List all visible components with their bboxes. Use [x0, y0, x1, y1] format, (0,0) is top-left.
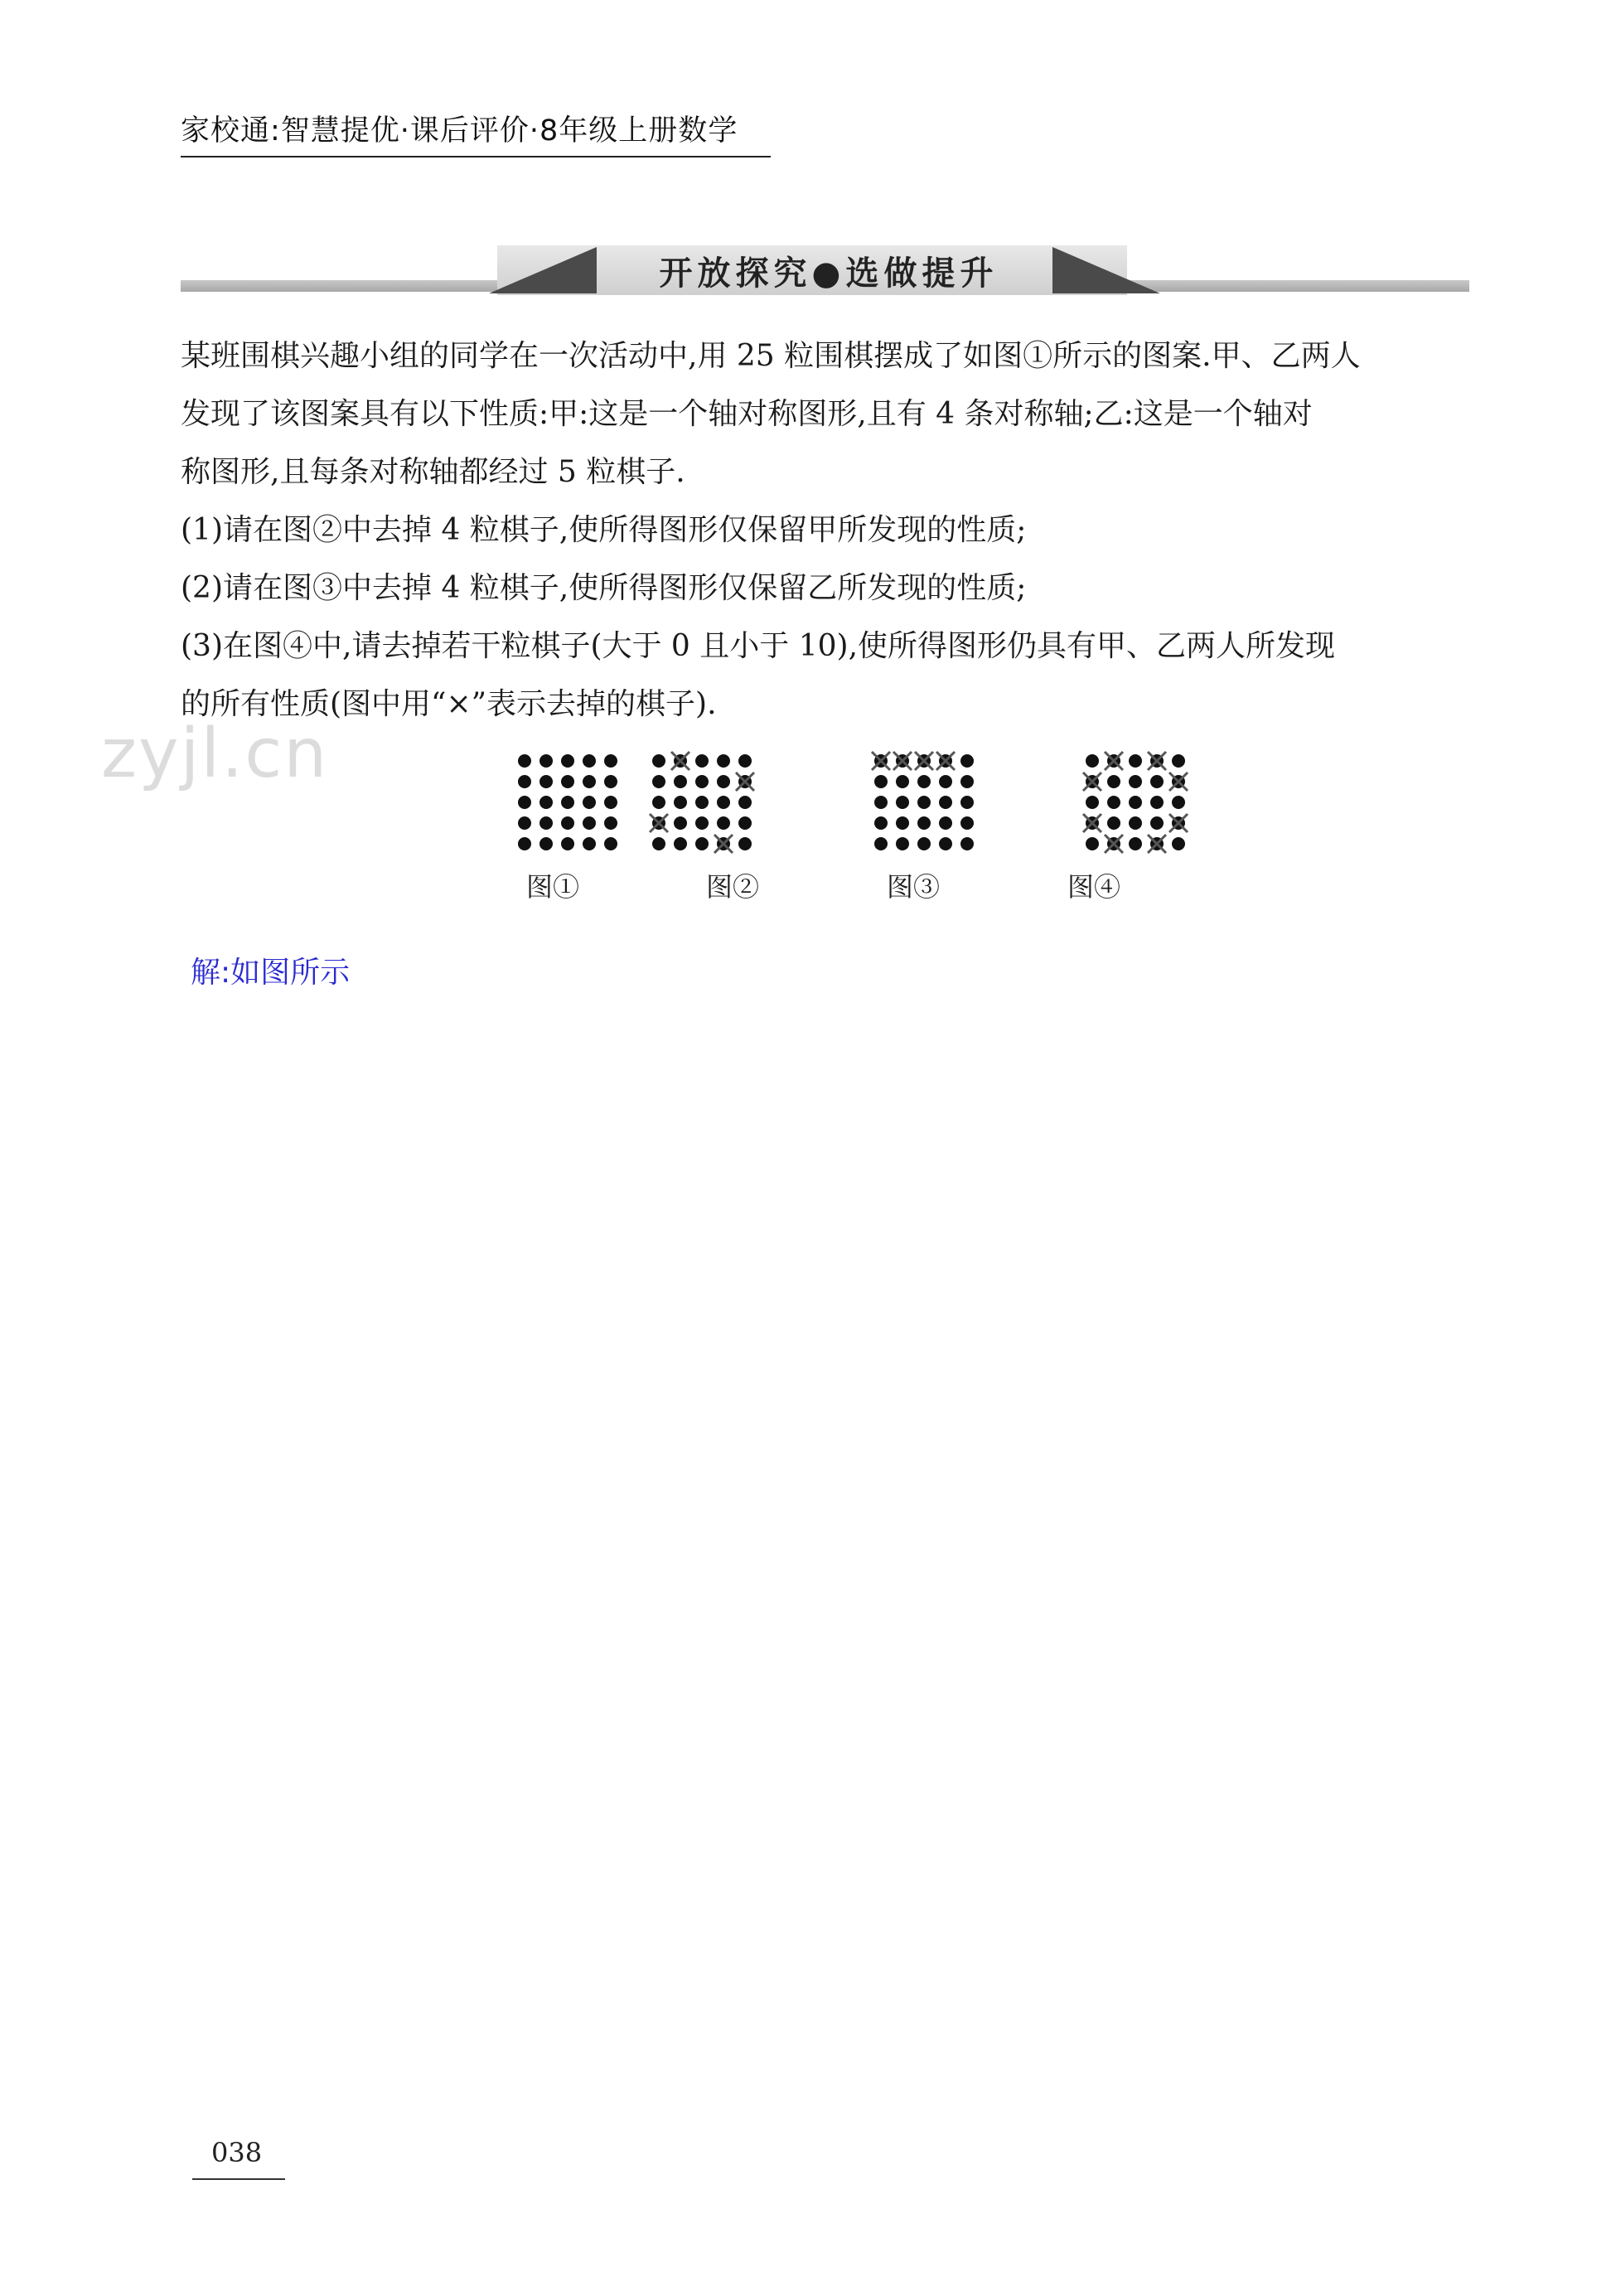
- go-stone: [960, 796, 974, 809]
- go-stone: [561, 754, 574, 768]
- figure-3-label: 图③: [887, 871, 941, 903]
- go-stone: [874, 796, 888, 809]
- go-stone: [652, 837, 665, 850]
- stone-grid-svg: [514, 750, 622, 854]
- go-stone: [561, 796, 574, 809]
- go-stone: [518, 775, 531, 788]
- stone-grid-svg: [1081, 750, 1189, 854]
- go-stone: [561, 837, 574, 850]
- go-stone: [583, 837, 596, 850]
- go-stone: [1129, 816, 1142, 830]
- go-stone: [1107, 816, 1120, 830]
- go-stone: [1129, 796, 1142, 809]
- figure-4-label: 图④: [1067, 871, 1121, 903]
- problem-line-1: 某班围棋兴趣小组的同学在一次活动中,用 25 粒围棋摆成了如图①所示的图案.甲、乙两人: [181, 339, 1361, 373]
- stone-grid-svg: [870, 750, 978, 854]
- go-stone: [539, 837, 553, 850]
- go-stone: [604, 816, 617, 830]
- go-stone: [960, 816, 974, 830]
- go-stone: [874, 816, 888, 830]
- go-stone: [652, 754, 665, 768]
- stone-grid-svg: [648, 750, 756, 854]
- go-stone: [917, 816, 931, 830]
- go-stone: [874, 837, 888, 850]
- figure-1-label: 图①: [526, 871, 580, 903]
- solution-text: 解:如图所示: [191, 956, 351, 990]
- go-stone: [583, 775, 596, 788]
- go-stone: [939, 837, 952, 850]
- go-stone: [738, 837, 752, 850]
- go-stone: [695, 796, 709, 809]
- go-stone: [695, 775, 709, 788]
- go-stone: [738, 754, 752, 768]
- problem-part-2: (2)请在图③中去掉 4 粒棋子,使所得图形仅保留乙所发现的性质;: [181, 571, 1027, 605]
- go-stone: [695, 837, 709, 850]
- go-stone: [939, 796, 952, 809]
- page-number: 038: [211, 2137, 263, 2168]
- go-stone: [874, 775, 888, 788]
- go-stone: [917, 837, 931, 850]
- go-stone: [1129, 775, 1142, 788]
- go-stone: [717, 816, 730, 830]
- go-stone: [1086, 796, 1099, 809]
- go-stone: [1129, 837, 1142, 850]
- go-stone: [738, 796, 752, 809]
- go-stone: [539, 775, 553, 788]
- figure-3-grid: [870, 750, 978, 854]
- go-stone: [674, 775, 687, 788]
- problem-part-3: (3)在图④中,请去掉若干粒棋子(大于 0 且小于 10),使所得图形仍具有甲、乙两人所发现: [181, 629, 1336, 663]
- watermark: zyjl.cn: [101, 714, 329, 793]
- go-stone: [583, 796, 596, 809]
- go-stone: [539, 754, 553, 768]
- go-stone: [561, 816, 574, 830]
- go-stone: [1172, 837, 1185, 850]
- figure-2-grid: [648, 750, 756, 854]
- go-stone: [717, 775, 730, 788]
- banner-right-triangle-icon: [1052, 245, 1160, 295]
- go-stone: [1172, 796, 1185, 809]
- go-stone: [1172, 754, 1185, 768]
- go-stone: [604, 775, 617, 788]
- go-stone: [539, 816, 553, 830]
- go-stone: [518, 837, 531, 850]
- go-stone: [518, 816, 531, 830]
- go-stone: [1107, 775, 1120, 788]
- go-stone: [1150, 796, 1164, 809]
- figure-4-grid: [1081, 750, 1189, 854]
- go-stone: [738, 816, 752, 830]
- go-stone: [695, 754, 709, 768]
- go-stone: [896, 796, 909, 809]
- go-stone: [960, 837, 974, 850]
- go-stone: [652, 775, 665, 788]
- section-title: 开放探究●选做提升: [659, 254, 999, 293]
- go-stone: [960, 775, 974, 788]
- go-stone: [1150, 816, 1164, 830]
- go-stone: [1086, 837, 1099, 850]
- go-stone: [583, 754, 596, 768]
- problem-part-1: (1)请在图②中去掉 4 粒棋子,使所得图形仅保留甲所发现的性质;: [181, 513, 1027, 547]
- banner-left-triangle-icon: [489, 245, 597, 295]
- figure-2-label: 图②: [706, 871, 760, 903]
- go-stone: [1150, 775, 1164, 788]
- go-stone: [518, 796, 531, 809]
- go-stone: [939, 816, 952, 830]
- go-stone: [717, 796, 730, 809]
- go-stone: [717, 754, 730, 768]
- go-stone: [939, 775, 952, 788]
- problem-part-3-cont: 的所有性质(图中用“×”表示去掉的棋子).: [181, 687, 717, 721]
- go-stone: [674, 837, 687, 850]
- go-stone: [896, 775, 909, 788]
- go-stone: [561, 775, 574, 788]
- go-stone: [917, 796, 931, 809]
- go-stone: [539, 796, 553, 809]
- header-rule: [181, 156, 771, 157]
- go-stone: [896, 837, 909, 850]
- page-number-rule: [192, 2178, 285, 2180]
- go-stone: [674, 816, 687, 830]
- go-stone: [604, 837, 617, 850]
- go-stone: [896, 816, 909, 830]
- go-stone: [917, 775, 931, 788]
- running-header: 家校通:智慧提优·课后评价·8年级上册数学: [181, 114, 738, 148]
- problem-line-3: 称图形,且每条对称轴都经过 5 粒棋子.: [181, 455, 685, 489]
- go-stone: [1107, 796, 1120, 809]
- go-stone: [1129, 754, 1142, 768]
- go-stone: [604, 796, 617, 809]
- go-stone: [1086, 754, 1099, 768]
- go-stone: [674, 796, 687, 809]
- figure-1-grid: [514, 750, 622, 854]
- go-stone: [518, 754, 531, 768]
- problem-line-2: 发现了该图案具有以下性质:甲:这是一个轴对称图形,且有 4 条对称轴;乙:这是一个轴对: [181, 397, 1313, 431]
- go-stone: [652, 796, 665, 809]
- go-stone: [960, 754, 974, 768]
- go-stone: [604, 754, 617, 768]
- go-stone: [583, 816, 596, 830]
- go-stone: [695, 816, 709, 830]
